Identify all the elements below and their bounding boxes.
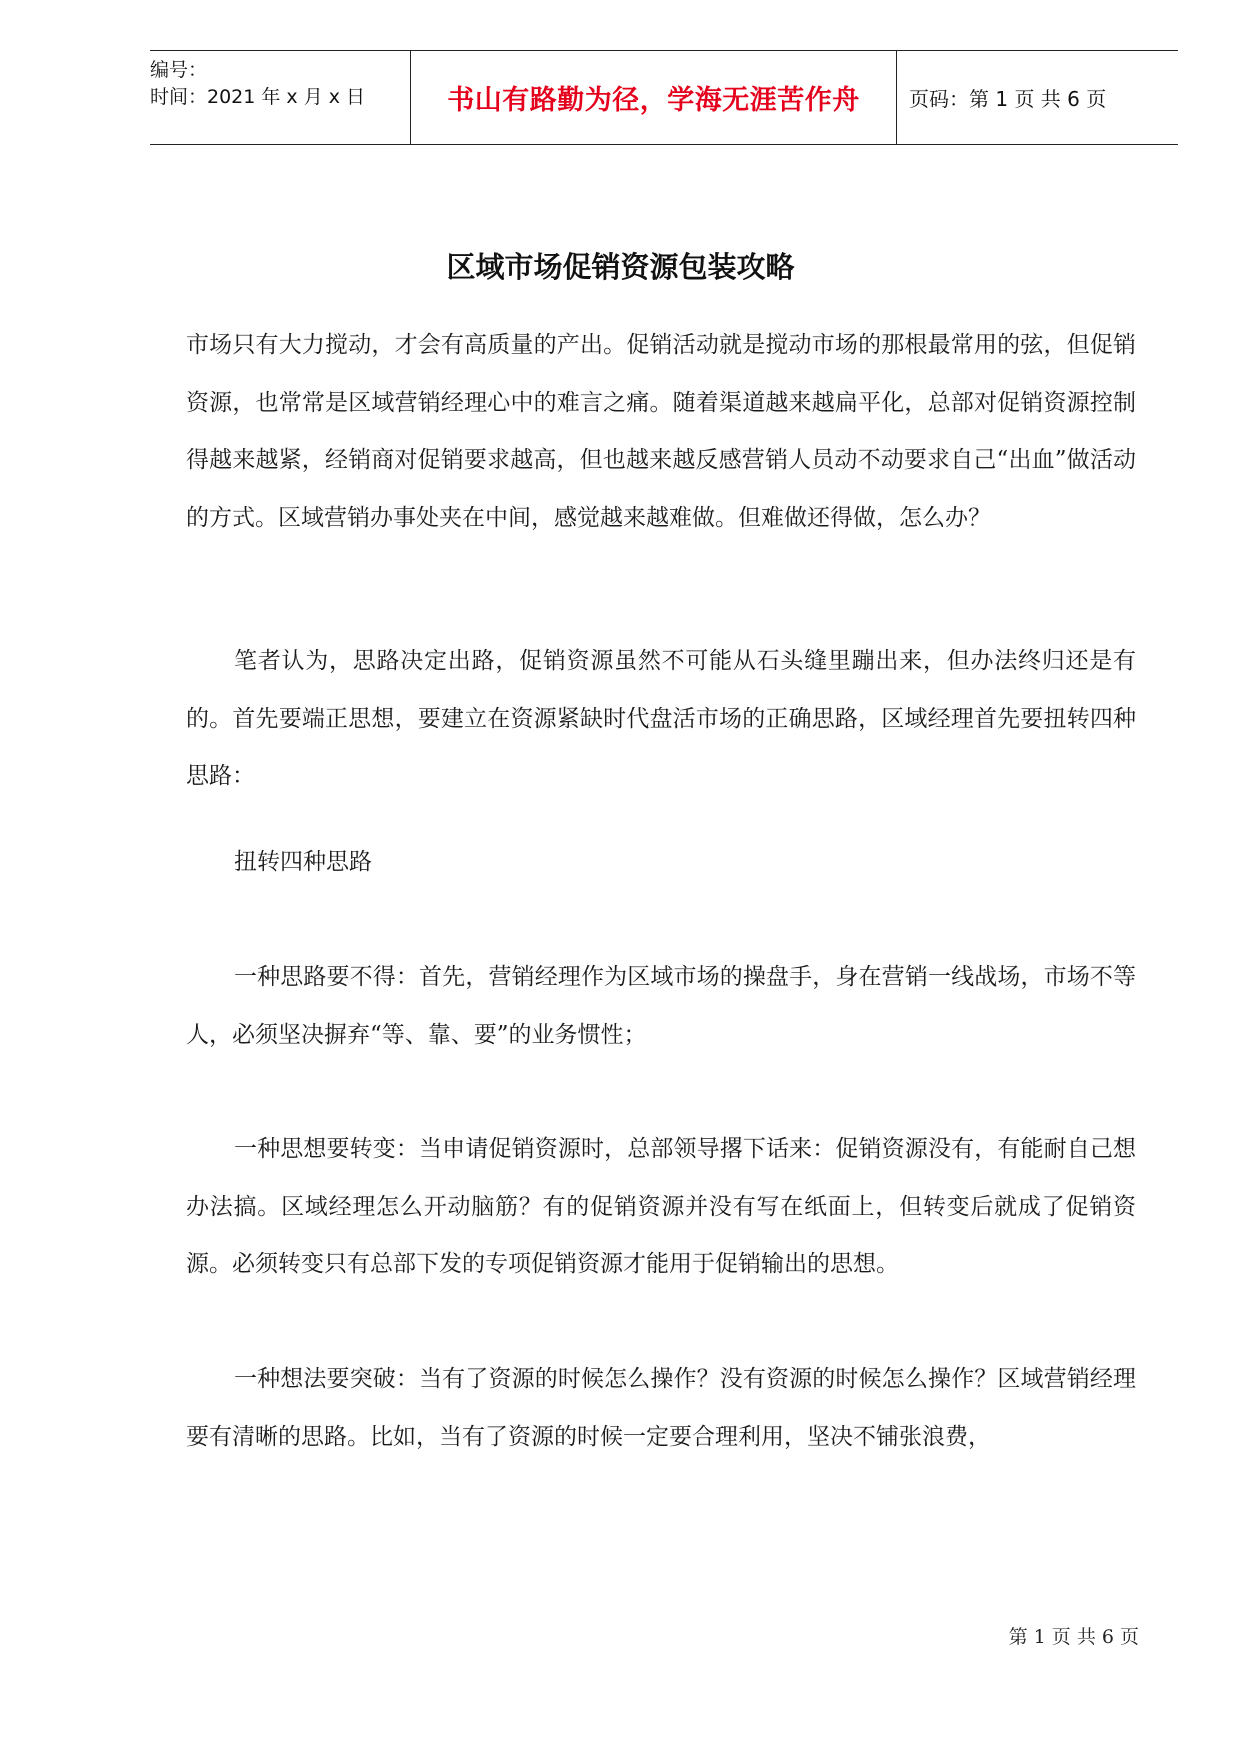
- paragraph-author-view: 笔者认为，思路决定出路，促销资源虽然不可能从石头缝里蹦出来，但办法终归还是有的。首先要端正思想，要建立在资源紧缺时代盘活市场的正确思路，区域经理首先要扭转四种思路：: [186, 648, 1136, 789]
- header-motto: 书山有路勤为径，学海无涯苦作舟: [447, 85, 860, 116]
- header-motto-cell: [411, 51, 897, 144]
- header-page-info: 页码：第 1 页 共 6 页: [909, 87, 1107, 111]
- header-table: [150, 50, 1178, 145]
- date-label: 时间：2021 年 x 月 x 日: [150, 86, 366, 108]
- paragraph-point-three: 一种想法要突破：当有了资源的时候怎么操作？没有资源的时候怎么操作？区域营销经理要有清晰的思路。比如，当有了资源的时候一定要合理利用，坚决不铺张浪费，: [186, 1366, 1136, 1450]
- paragraph-point-two: 一种思想要转变：当申请促销资源时，总部领导撂下话来：促销资源没有，有能耐自己想办法搞。区域经理怎么开动脑筋？有的促销资源并没有写在纸面上，但转变后就成了促销资源。必须转变只有总部下发的专项促销资源才能用于促销输出的思想。: [186, 1136, 1136, 1277]
- paragraph-point-one: 一种思路要不得：首先，营销经理作为区域市场的操盘手，身在营销一线战场，市场不等人，必须坚决摒弃“等、靠、要”的业务惯性；: [186, 964, 1136, 1048]
- header-page-cell: [897, 51, 1178, 144]
- header-meta-cell: [150, 51, 411, 144]
- section-heading: 扭转四种思路: [234, 849, 372, 875]
- serial-number-label: 编号：: [150, 59, 208, 81]
- footer-page-number: 第 1 页 共 6 页: [1008, 1626, 1139, 1648]
- paragraph-intro: 市场只有大力搅动，才会有高质量的产出。促销活动就是搅动市场的那根最常用的弦，但促销资源，也常常是区域营销经理心中的难言之痛。随着渠道越来越扁平化，总部对促销资源控制得越来越紧，经销商对促销要求越高，但也越来越反感营销人员动不动要求自己“出血”做活动的方式。区域营销办事处夹在中间，感觉越来越难做。但难做还得做，怎么办？: [186, 332, 1136, 531]
- document-title: 区域市场促销资源包装攻略: [446, 250, 795, 284]
